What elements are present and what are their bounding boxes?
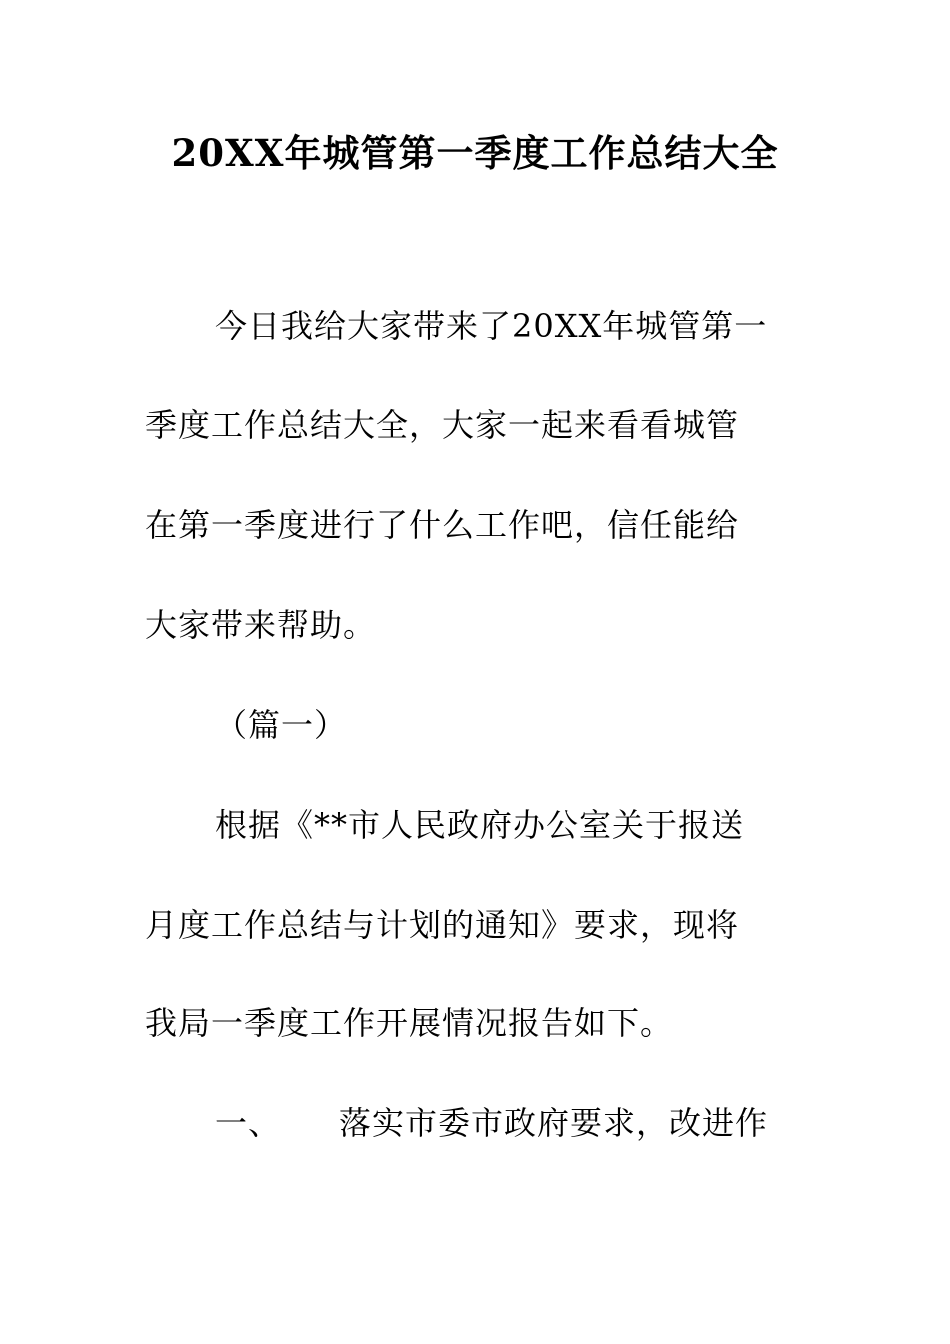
paragraph-line: 季度工作总结大全，大家一起来看看城管	[145, 406, 740, 444]
paragraph-line: 今日我给大家带来了20XX年城管第一	[215, 307, 768, 345]
paragraph-line: 我局一季度工作开展情况报告如下。	[145, 1004, 674, 1042]
paragraph-line: 根据《**市人民政府办公室关于报送	[215, 806, 745, 844]
paragraph-line: 在第一季度进行了什么工作吧，信任能给	[145, 506, 740, 544]
document-title: 20XX年城管第一季度工作总结大全	[171, 131, 779, 175]
paragraph-line: 大家带来帮助。	[145, 606, 377, 644]
paragraph-line: 月度工作总结与计划的通知》要求，现将	[145, 906, 740, 944]
section-heading	[215, 1101, 768, 1145]
section-heading-number: 一、	[215, 1104, 282, 1142]
section-heading-text: 落实市委市政府要求，改进作	[339, 1104, 769, 1142]
section-label: （篇一）	[215, 706, 348, 744]
